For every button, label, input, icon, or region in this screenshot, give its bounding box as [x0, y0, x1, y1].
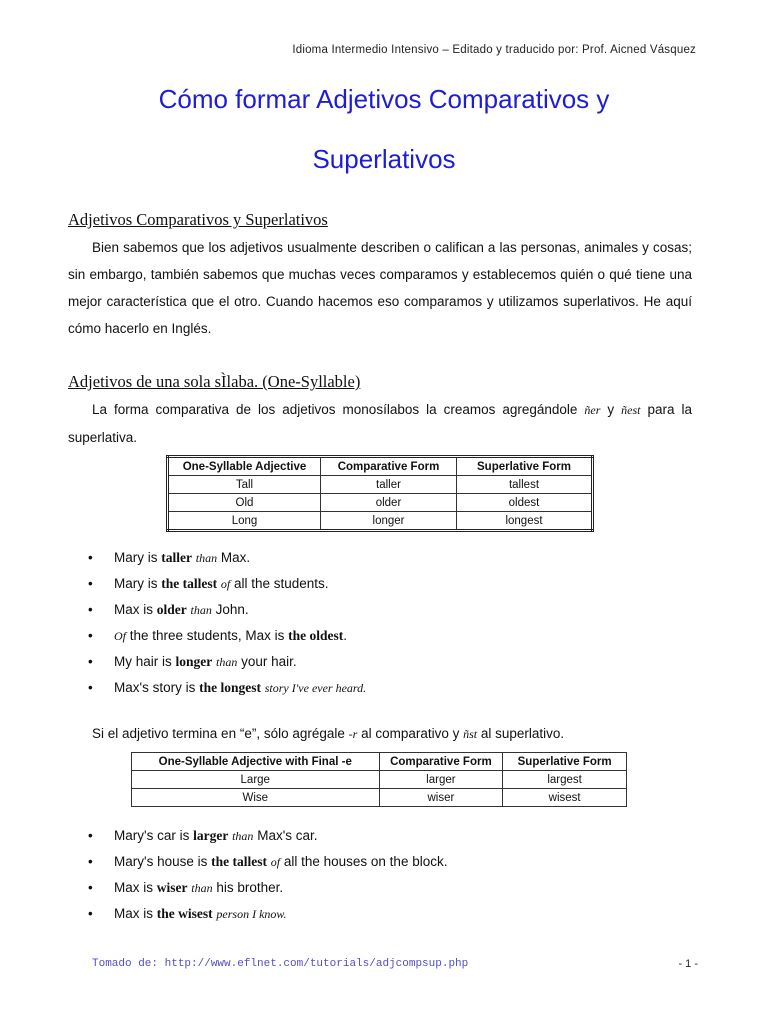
adjective-form: the oldest [288, 628, 344, 643]
final-e-note [92, 720, 692, 748]
emphasis-word: Of [114, 629, 126, 643]
list-item [88, 901, 447, 927]
column-header: Comparative Form [379, 753, 503, 771]
table-cell: oldest [457, 494, 593, 512]
examples-list-1 [88, 545, 366, 701]
sentence-text: Max's story is [114, 680, 200, 695]
note-text-a: Si el adjetivo termina en “e”, sólo agrégale [92, 726, 349, 741]
one-syllable-intro [68, 396, 692, 451]
emphasis-word: of [220, 577, 231, 591]
column-header: One-Syllable Adjective with Final -e [132, 753, 380, 771]
sentence-text: Max is [114, 906, 157, 921]
table-header-row [168, 457, 593, 476]
document-header: Idioma Intermedio Intensivo – Editado y traducido por: Prof. Aicned Vásquez [292, 44, 696, 56]
column-header: Superlative Form [503, 753, 627, 771]
adjective-form: older [156, 602, 187, 617]
adjective-form: the wisest [156, 906, 213, 921]
table-body [132, 771, 627, 807]
note-text-c: al superlativo. [477, 726, 565, 741]
page-title-line-1: Cómo formar Adjetivos Comparativos y [158, 84, 610, 114]
source-link[interactable]: Tomado de: http://www.eflnet.com/tutorials/adjcompsup.php [92, 958, 469, 970]
list-item [88, 545, 366, 571]
sentence-text: all the houses on the block. [283, 854, 448, 869]
emphasis-word: than [190, 603, 212, 617]
table-cell: Old [168, 494, 321, 512]
sentence-text: Mary's house is [114, 854, 212, 869]
table-row [168, 512, 593, 531]
list-item [88, 649, 366, 675]
table-row [132, 771, 627, 789]
list-item [88, 675, 366, 701]
adjective-form: the longest [199, 680, 261, 695]
list-item [88, 597, 366, 623]
sentence-text: the three students, Max is [126, 628, 289, 643]
table-cell: larger [379, 771, 503, 789]
column-header: One-Syllable Adjective [168, 457, 321, 476]
suffix-er: ñer [584, 403, 601, 417]
table-header-row [132, 753, 627, 771]
list-item [88, 875, 447, 901]
sentence-text: Max is [114, 602, 157, 617]
list-item [88, 849, 447, 875]
emphasis-word: than [195, 551, 218, 565]
final-e-table [131, 752, 627, 807]
sentence-text: his brother. [216, 880, 284, 895]
emphasis-word: person I know. [216, 907, 287, 921]
suffix-r: -r [348, 727, 358, 741]
table-cell: taller [321, 476, 457, 494]
sentence-text: Max's car. [257, 828, 318, 843]
intro-paragraph [68, 234, 692, 342]
emphasis-word: than [232, 829, 254, 843]
sentence-text: Max is [114, 880, 157, 895]
table-cell: wisest [503, 789, 627, 807]
list-item [88, 571, 366, 597]
column-header: Superlative Form [457, 457, 593, 476]
table-body [168, 476, 593, 531]
note-text-b: al comparativo y [357, 726, 464, 741]
table-cell: wiser [379, 789, 503, 807]
table-cell: tallest [457, 476, 593, 494]
adjective-form: longer [175, 654, 213, 669]
table-row [132, 789, 627, 807]
sentence-text: . [343, 628, 347, 643]
table-cell: longest [457, 512, 593, 531]
sentence-text: Mary's car is [114, 828, 194, 843]
suffix-est: ñest [621, 403, 641, 417]
intro-text-a: La forma comparativa de los adjetivos monosílabos la creamos agregándole [92, 402, 585, 417]
examples-list-2 [88, 823, 447, 927]
adjective-form: the tallest [161, 576, 218, 591]
emphasis-word: than [216, 655, 238, 669]
suffix-st: ñst [463, 727, 478, 741]
sentence-text: your hair. [241, 654, 297, 669]
adjective-form: larger [193, 828, 229, 843]
sentence-text: Mary is [114, 576, 162, 591]
table-cell: Long [168, 512, 321, 531]
list-item [88, 823, 447, 849]
adjective-form: the tallest [211, 854, 267, 869]
intro-text-b: para la superlativa. [68, 402, 692, 445]
column-header: Comparative Form [321, 457, 457, 476]
emphasis-word: than [191, 881, 213, 895]
sentence-text: Mary is [114, 550, 162, 565]
table-cell: older [321, 494, 457, 512]
list-item [88, 623, 366, 649]
sentence-text: My hair is [114, 654, 176, 669]
page-number: - 1 - [678, 958, 698, 970]
sentence-text: Max. [220, 550, 251, 565]
one-syllable-table [166, 455, 594, 532]
table-cell: Wise [132, 789, 380, 807]
intro-text-y: y [600, 402, 622, 417]
table-cell: largest [503, 771, 627, 789]
page-title-line-2: Superlativos [312, 144, 456, 174]
table-cell: longer [321, 512, 457, 531]
table-cell: Large [132, 771, 380, 789]
sentence-text: all the students. [233, 576, 329, 591]
section-heading-comparatives: Adjetivos Comparativos y Superlativos [68, 210, 328, 229]
table-row [168, 494, 593, 512]
table-row [168, 476, 593, 494]
table-cell: Tall [168, 476, 321, 494]
emphasis-word: of [270, 855, 281, 869]
emphasis-word: story I've ever heard. [264, 681, 367, 695]
section-heading-one-syllable: Adjetivos de una sola sÌlaba. (One-Syllable) [68, 372, 361, 391]
adjective-form: wiser [156, 880, 188, 895]
sentence-text: John. [215, 602, 249, 617]
adjective-form: taller [161, 550, 192, 565]
intro-paragraph-text: Bien sabemos que los adjetivos usualmente describen o califican a las personas, animales y cosas; sin embargo, también sabemos que muchas veces comparamos y establecemos quién o qué tiene una mejor característica que el otro. Cuando hacemos eso comparamos y utilizamos superlativos. He aquí cómo hacerlo en Inglés. [68, 240, 692, 336]
